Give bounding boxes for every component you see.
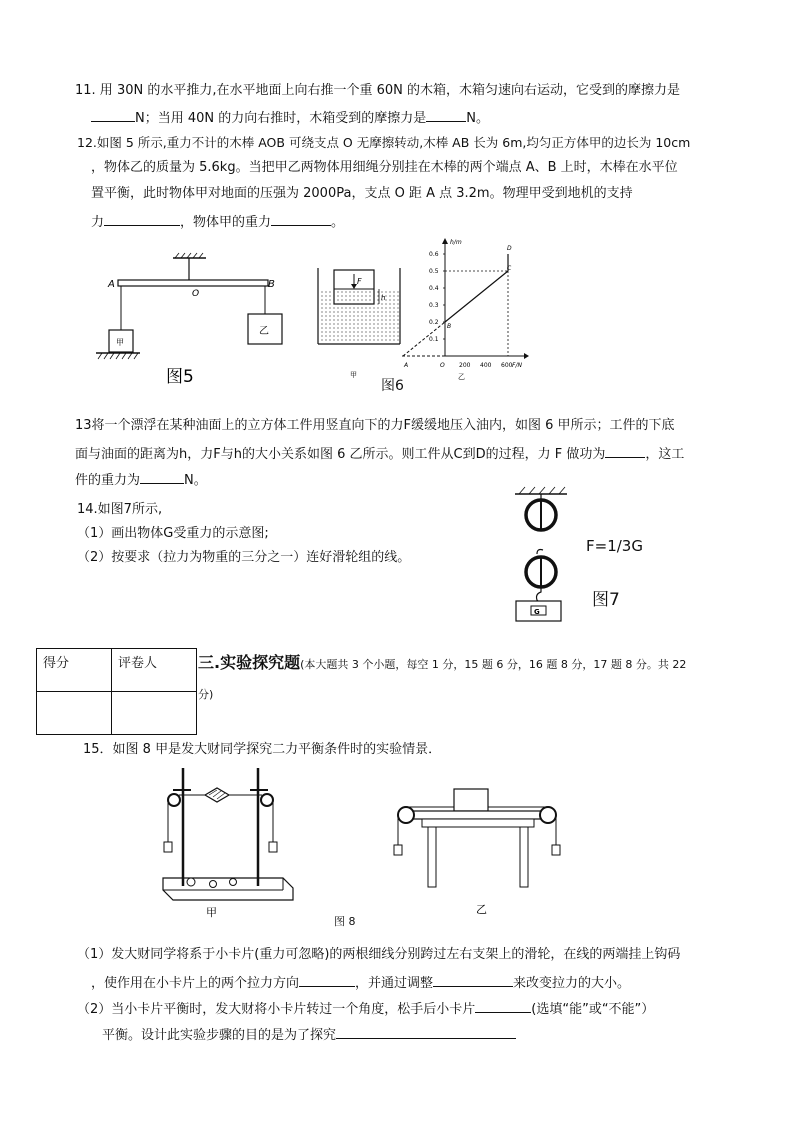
fig8-yi-leg-right: [520, 827, 528, 887]
fig6-point-O: O: [440, 362, 445, 369]
q15-p2-line2: [102, 1024, 516, 1045]
score-table-score-cell[interactable]: [37, 692, 112, 735]
fig5-ground-hatch: [98, 353, 138, 359]
fig6-y-tick-label: 0.3: [429, 302, 439, 309]
q13-line1: 13将一个漂浮在某种油面上的立方体工件用竖直向下的力F缓缓地压入油内，如图 6 甲所示；工件的下底: [75, 418, 675, 433]
q12-line1: 12.如图 5 所示,重力不计的木棒 AOB 可绕支点 O 无摩擦转动,木棒 AB 长为 6m,均匀正方体甲的边长为 10cm: [77, 135, 691, 150]
section3-note: (本大题共 3 个小题，每空 1 分，15 题 6 分，16 题 8 分，17 题 8 分。共 22: [300, 658, 687, 671]
fig6-point-D: D: [507, 245, 512, 252]
q15-p1-line2-c: 来改变拉力的大小。: [513, 976, 631, 991]
figure-6-yi-chart: [398, 236, 530, 394]
fig6-y-tick-label: 0.4: [429, 285, 439, 292]
q12-line2: ，物体乙的质量为 5.6kg。当把甲乙两物体用细绳分别挂在木棒的两个端点 A、B 上时，木棒在水平位: [91, 160, 678, 175]
q11-blank-2[interactable]: [426, 107, 466, 122]
fig5-label-A: A: [108, 279, 115, 290]
fig8-yi-leg-left: [428, 827, 436, 887]
section3-header: [198, 652, 686, 676]
q11-line1: 11. 用 30N 的水平推力,在水平地面上向右推一个重 60N 的木箱，木箱匀速向右运动，它受到的摩擦力是: [75, 83, 681, 98]
q15-p1-line2: [91, 972, 630, 993]
figure-6-jia: [312, 262, 404, 382]
figure-8-yi: [392, 785, 562, 920]
fig8-jia-right-pulley: [261, 794, 273, 806]
fig6-y-ticks: [429, 251, 445, 343]
fig8-jia-right-weight: [269, 842, 277, 852]
q14-line3: （2）按要求（拉力为物重的三分之一）连好滑轮组的线。: [77, 550, 411, 565]
fig8-jia-label: 甲: [206, 906, 217, 919]
fig6-y-axis-label: h/m: [450, 239, 462, 246]
fig7-formula: F=1/3G: [586, 537, 643, 555]
fig8-jia-left-weight: [164, 842, 172, 852]
fig7-ceiling-hatch: [519, 487, 565, 494]
fig6-right-label: 乙: [458, 373, 465, 381]
fig6-segment-BC: [445, 271, 508, 322]
score-table: [36, 648, 197, 735]
fig6-x-tick-label: 200: [459, 362, 471, 369]
q12-line3: 置平衡，此时物体甲对地面的压强为 2000Pa，支点 O 距 A 点 3.2m。物理甲受到地机的支持: [91, 186, 633, 201]
fig8-yi-block: [454, 789, 488, 811]
fig8-yi-right-pulley: [540, 807, 556, 823]
fig8-yi-right-weight: [552, 845, 560, 855]
fig6-h-label: h: [381, 294, 386, 302]
q12-line4-a: 力: [91, 215, 105, 230]
fig5-label-jia: 甲: [116, 338, 124, 347]
q14-line2: （1）画出物体G受重力的示意图;: [77, 526, 269, 541]
fig6-y-tick-label: 0.2: [429, 319, 439, 326]
figure-8-jia: [155, 760, 295, 920]
fig6-segment-AB-dashed: [403, 322, 445, 356]
q13-line3-b: N。: [184, 473, 207, 488]
q15-p2-line1-a: （2）当小卡片平衡时，发大财将小卡片转过一个角度，松手后小卡片: [77, 1002, 476, 1017]
q15-p2-line1-b: (选填“能”或“不能”）: [531, 1002, 655, 1017]
fig8-jia-knob-2: [210, 881, 217, 888]
q12-line4: [91, 211, 344, 232]
q11-line2: [91, 107, 489, 128]
fig5-label-O: O: [192, 289, 200, 299]
q15-p2-line1: [77, 998, 654, 1019]
fig8-yi-table-top: [412, 811, 544, 819]
fig6-point-B: B: [447, 323, 452, 330]
fig5-label-B: B: [268, 279, 275, 290]
fig6-workpiece-submerged: [334, 289, 374, 304]
q15-p1-line1: （1）发大财同学将系于小卡片(重力可忽略)的两根细线分别跨过左右支架上的滑轮，在线的两端挂上钩码: [77, 947, 681, 962]
q13-line2-a: 面与油面的距离为h，力F与h的大小关系如图 6 乙所示。则工件从C到D的过程，力 F 做功为: [75, 447, 606, 462]
fig8-yi-table-apron: [422, 819, 534, 827]
fig6-y-tick-label: 0.6: [429, 251, 439, 258]
q11-line2-b: N。: [466, 111, 489, 126]
fig6-x-tick-label: 400: [480, 362, 492, 369]
q13-line2-b: ，这工: [645, 447, 685, 462]
fig6-x-tick-label: 600: [501, 362, 513, 369]
q13-line3-a: 件的重力为: [75, 473, 141, 488]
fig6-force-label: F: [357, 277, 362, 286]
q15-p2-line2-text: 平衡。设计此实验步骤的目的是为了探究: [102, 1028, 337, 1043]
q15-p1-line2-b: ，并通过调整: [355, 976, 434, 991]
fig7-caption: 图7: [592, 590, 620, 610]
fig8-yi-label: 乙: [476, 903, 487, 916]
fig5-label-yi: 乙: [259, 326, 269, 337]
fig8-caption: 图 8: [334, 915, 356, 928]
q15-blank-4[interactable]: [336, 1024, 516, 1039]
fig7-movable-hook: [537, 550, 543, 555]
q15-blank-2[interactable]: [433, 972, 513, 987]
q13-blank-1[interactable]: [605, 443, 645, 458]
fig6-point-C: C: [507, 265, 512, 272]
fig8-jia-knob-3: [230, 879, 237, 886]
fig5-rod: [118, 280, 268, 286]
fig8-jia-left-pulley: [168, 794, 180, 806]
q12-line4-b: ，物体甲的重力: [180, 215, 272, 230]
q12-blank-1[interactable]: [104, 211, 180, 226]
q15-p1-line2-a: ，使作用在小卡片上的两个拉力方向: [91, 976, 300, 991]
score-table-col1: 得分: [37, 649, 112, 692]
fig7-load-hook: [537, 587, 542, 602]
score-table-grader-cell[interactable]: [112, 692, 197, 735]
score-table-col2: 评卷人: [112, 649, 197, 692]
q15-blank-3[interactable]: [475, 998, 531, 1013]
figure-5: [88, 250, 298, 390]
q12-blank-2[interactable]: [271, 211, 331, 226]
fig6-left-label: 甲: [350, 371, 357, 379]
fig6-y-tick-label: 0.1: [429, 336, 439, 343]
fig6-y-tick-label: 0.5: [429, 268, 439, 275]
fig8-yi-left-pulley: [398, 807, 414, 823]
fig5-caption: 图5: [166, 367, 194, 387]
fig6-x-axis-label: F/N: [512, 362, 522, 369]
fig8-yi-left-weight: [394, 845, 402, 855]
fig6-point-A: A: [404, 362, 409, 369]
fig6-x-axis-arrow: [524, 353, 529, 359]
q11-blank-1[interactable]: [91, 107, 135, 122]
fig6-caption: 图6: [381, 378, 404, 394]
q13-line2: [75, 443, 684, 464]
q11-line2-a: N；当用 40N 的力向右推时，木箱受到的摩擦力是: [135, 111, 427, 126]
q15-intro: 15．如图 8 甲是发大财同学探究二力平衡条件时的实验情景．: [83, 742, 442, 757]
section3-title: 三.实验探究题: [198, 653, 301, 672]
q13-blank-2[interactable]: [140, 469, 184, 484]
fig8-jia-knob-1: [187, 878, 195, 886]
fig7-load-label: G: [534, 608, 540, 616]
q15-blank-1[interactable]: [299, 972, 355, 987]
section3-note2: 分): [198, 688, 214, 701]
fig6-x-ticks: [459, 362, 513, 369]
q13-line3: [75, 469, 207, 490]
q14-line1: 14.如图7所示,: [77, 502, 163, 517]
fig6-y-axis-arrow: [442, 238, 448, 244]
q12-line4-c: 。: [331, 215, 345, 230]
figure-7: [505, 484, 585, 629]
